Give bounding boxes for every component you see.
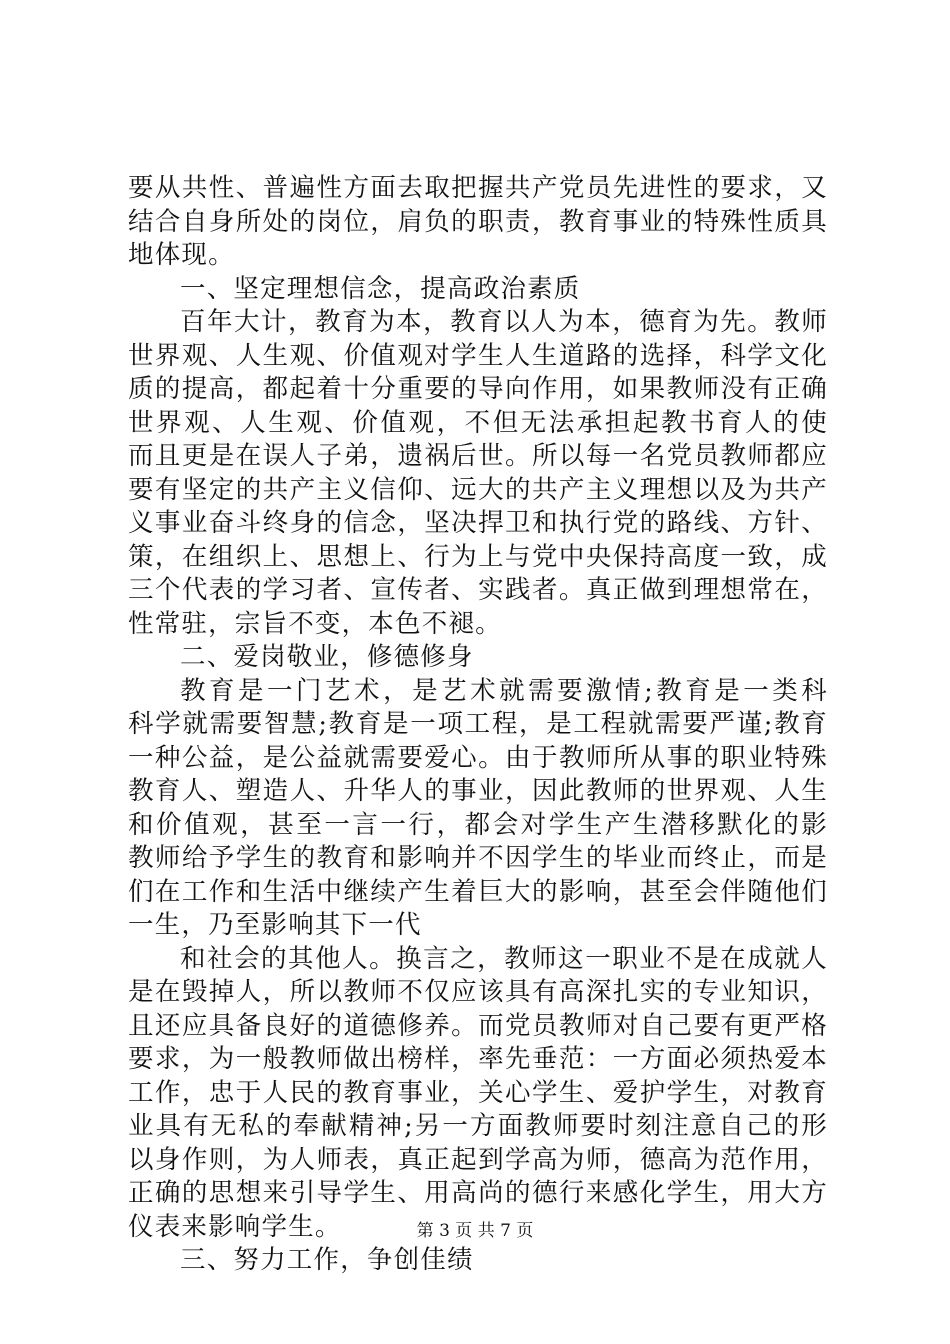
document-body (128, 172, 828, 1278)
paragraph-line: 要从共性、普遍性方面去取把握共产党员先进性的要求，又 (128, 173, 828, 203)
paragraph-line: 结合自身所处的岗位，肩负的职责，教育事业的特殊性质具 (128, 206, 828, 237)
paragraph-line: 地体现。 (128, 240, 235, 270)
paragraph-line: 世界观、人生观、价值观，不但无法承担起教书育人的使 (128, 407, 828, 438)
paragraph-line: 质的提高，都起着十分重要的导向作用，如果教师没有正确 (128, 374, 828, 404)
paragraph-line: 教师给予学生的教育和影响并不因学生的毕业而终止，而是 (128, 843, 828, 873)
paragraph-line: 科学就需要智慧;教育是一项工程，是工程就需要严谨;教育 (128, 709, 828, 739)
paragraph-line: 和价值观，甚至一言一行，都会对学生产生潜移默化的影 (128, 809, 828, 840)
paragraph-line: 们在工作和生活中继续产生着巨大的影响，甚至会伴随他们 (128, 876, 828, 907)
paragraph-line: 业具有无私的奉献精神;另一方面教师要时刻注意自己的形 (128, 1111, 828, 1141)
paragraph-line: 义事业奋斗终身的信念，坚决捍卫和执行党的路线、方针、 (128, 508, 828, 538)
page-footer: 第 3 页 共 7 页 (416, 1221, 534, 1241)
paragraph-line-indented: 教育是一门艺术，是艺术就需要激情;教育是一类科 (180, 675, 828, 706)
paragraph-line: 教育人、塑造人、升华人的事业，因此教师的世界观、人生 (128, 776, 828, 806)
paragraph-line: 而且更是在误人子弟，遗祸后世。所以每一名党员教师都应 (128, 441, 828, 471)
paragraph-line: 正确的思想来引导学生、用高尚的德行来感化学生，用大方 (128, 1178, 828, 1208)
paragraph-line: 工作，忠于人民的教育事业，关心学生、爱护学生，对教育 (128, 1077, 828, 1108)
paragraph-line: 要有坚定的共产主义信仰、远大的共产主义理想以及为共产 (128, 474, 828, 505)
paragraph-line: 性常驻，宗旨不变，本色不褪。 (128, 608, 502, 639)
paragraph-line-indented: 二、爱岗敬业，修德修身 (180, 642, 474, 672)
paragraph-line: 以身作则，为人师表，真正起到学高为师，德高为范作用， (128, 1144, 828, 1175)
paragraph-line-indented: 三、努力工作，争创佳绩 (180, 1245, 474, 1275)
paragraph-line: 仪表来影响学生。 (128, 1211, 342, 1242)
paragraph-line: 是在毁掉人，所以教师不仅应该具有高深扎实的专业知识， (128, 977, 828, 1007)
paragraph-line-indented: 百年大计，教育为本，教育以人为本，德育为先。教师 (180, 307, 828, 337)
paragraph-line-indented: 一、坚定理想信念，提高政治素质 (180, 273, 581, 304)
paragraph-line: 策，在组织上、思想上、行为上与党中央保持高度一致，成 (128, 541, 828, 572)
paragraph-line: 一生，乃至影响其下一代 (128, 910, 422, 940)
paragraph-line: 要求，为一般教师做出榜样，率先垂范：一方面必须热爱本 (128, 1044, 828, 1074)
paragraph-line-indented: 和社会的其他人。换言之，教师这一职业不是在成就人 (180, 943, 828, 974)
paragraph-line: 世界观、人生观、价值观对学生人生道路的选择，科学文化 (128, 340, 828, 371)
paragraph-line: 三个代表的学习者、宣传者、实践者。真正做到理想常在， (128, 575, 828, 605)
paragraph-line: 且还应具备良好的道德修养。而党员教师对自己要有更严格 (128, 1010, 828, 1041)
paragraph-line: 一种公益，是公益就需要爱心。由于教师所从事的职业特殊 (128, 742, 828, 773)
